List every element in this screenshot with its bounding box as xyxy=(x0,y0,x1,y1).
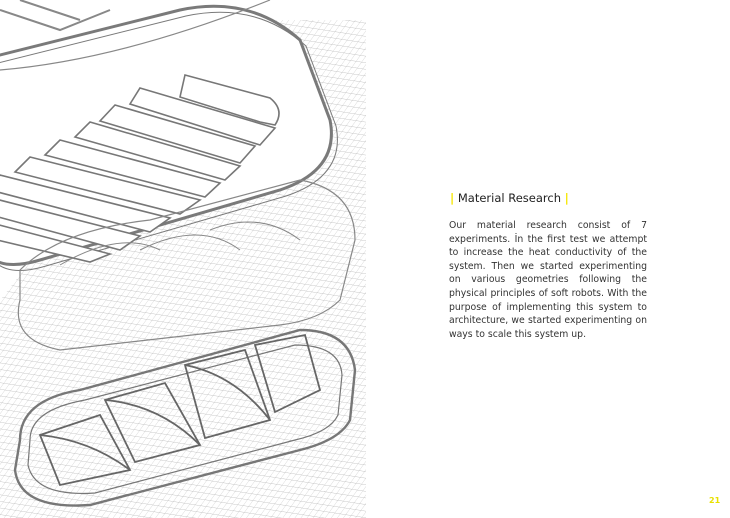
bracket-right: | xyxy=(564,191,569,205)
section-title: Material Research xyxy=(457,191,561,205)
body-paragraph: Our material research consist of 7 experiments. İn the first test we attempt to increase the heat conductivity of the system. Then we started experimenting on various geometries following the physical principles of soft robots. With the purpose of implementing this system to architecture, we started experimenting on ways to scale this system up. xyxy=(449,220,647,340)
page-number: 21 xyxy=(709,496,721,505)
section-heading xyxy=(450,191,569,205)
bracket-left: | xyxy=(450,191,455,205)
